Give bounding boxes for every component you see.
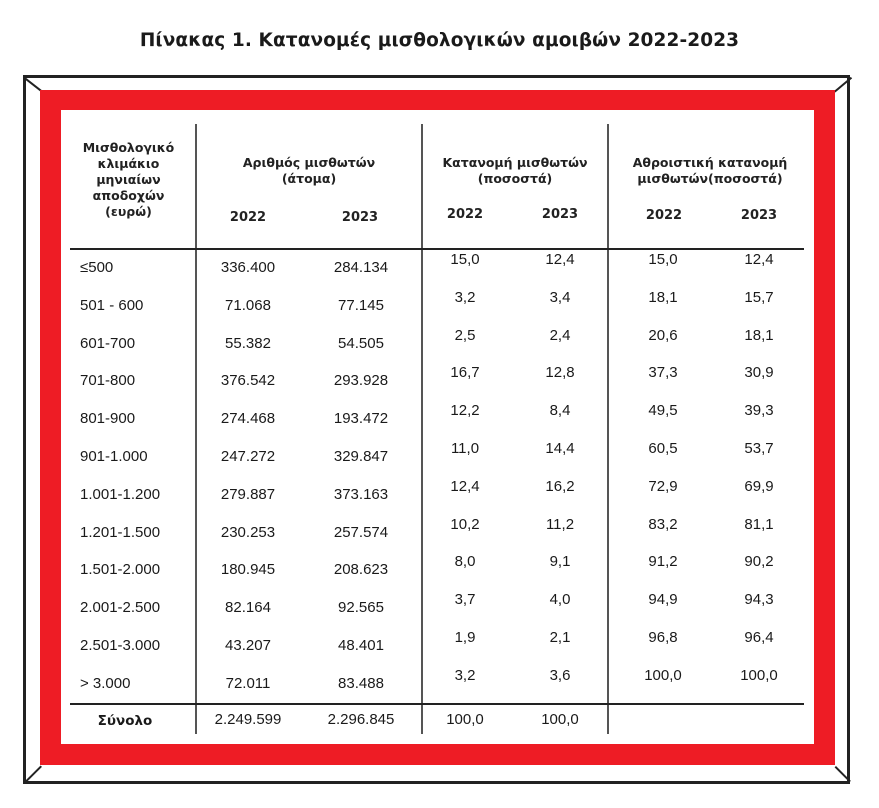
year-header-distribution-2023: 2023 — [541, 207, 579, 222]
cell-cum-2023: 96,4 — [744, 629, 774, 646]
header-divider — [70, 248, 804, 250]
cell-cum-2023: 15,7 — [744, 288, 774, 306]
cell-emp-2022: 180.945 — [220, 561, 276, 579]
cell-dist-2023: 14,4 — [545, 440, 575, 457]
cell-bracket: 1.001-1.200 — [80, 485, 161, 503]
cell-emp-2022: 274.468 — [220, 410, 276, 428]
divider-vertical — [607, 124, 609, 734]
cell-cum-2023: 100,0 — [740, 666, 778, 684]
cell-bracket: 801-900 — [80, 410, 136, 428]
cell-cum-2023: 94,3 — [744, 591, 774, 609]
cell-emp-2023: 293.928 — [333, 372, 389, 390]
cell-cum-2022: 37,3 — [648, 364, 678, 382]
cell-emp-2022: 55.382 — [225, 334, 271, 352]
cell-emp-2022: 72.011 — [225, 674, 271, 692]
total-divider — [70, 703, 804, 705]
cell-dist-2023: 2,4 — [549, 326, 571, 344]
cell-dist-2022: 12,4 — [450, 477, 480, 495]
cell-dist-2023: 12,4 — [545, 251, 575, 268]
cell-cum-2022: 20,6 — [648, 326, 678, 344]
cell-dist-2023: 8,4 — [549, 402, 571, 420]
cell-bracket: > 3.000 — [80, 674, 131, 692]
cell-dist-2022: 10,2 — [450, 515, 480, 533]
cell-cum-2022: 83,2 — [648, 515, 678, 533]
cell-dist-2022: 3,2 — [454, 666, 476, 684]
cell-emp-2022: 247.272 — [220, 448, 276, 465]
header-employees-line: Αριθμός μισθωτών — [242, 155, 376, 170]
cell-dist-2023: 16,2 — [545, 477, 575, 495]
header-bracket-line: μηνιαίων — [96, 172, 161, 187]
cell-dist-2022: 16,7 — [450, 364, 480, 382]
header-cumulative-line: μισθωτών(ποσοστά) — [637, 171, 783, 186]
year-header-distribution-2022: 2022 — [446, 207, 484, 222]
cell-cum-2022: 91,2 — [648, 553, 678, 571]
cell-cum-2022: 18,1 — [648, 288, 678, 306]
header-employees-line: (άτομα) — [281, 171, 337, 186]
cell-emp-2022: 43.207 — [225, 637, 271, 654]
cell-cum-2023: 53,7 — [744, 440, 774, 457]
cell-emp-2023: 329.847 — [333, 448, 389, 465]
cell-cum-2022: 94,9 — [648, 591, 678, 609]
cell-dist-2022: 2,5 — [454, 326, 476, 344]
table-title: Πίνακας 1. Κατανομές μισθολογικών αμοιβών 2022-2023 — [139, 30, 740, 51]
cell-cum-2023: 39,3 — [744, 402, 774, 420]
cell-dist-2023: 4,0 — [549, 591, 571, 609]
header-employees — [200, 155, 418, 187]
cell-emp-2023: 54.505 — [338, 334, 384, 352]
cell-bracket: 901-1.000 — [80, 448, 148, 465]
cell-cum-2022: 60,5 — [648, 440, 678, 457]
cell-emp-2022: 376.542 — [220, 372, 276, 390]
year-header-cumulative-2022: 2022 — [645, 208, 683, 223]
cell-emp-2023: 284.134 — [333, 259, 389, 276]
cell-bracket: 701-800 — [80, 372, 136, 390]
cell-bracket: 2.001-2.500 — [80, 599, 161, 617]
total-dist-2022: 100,0 — [446, 711, 484, 728]
cell-dist-2023: 12,8 — [545, 364, 575, 382]
cell-bracket: 2.501-3.000 — [80, 637, 161, 654]
cell-bracket: 601-700 — [80, 334, 136, 352]
cell-dist-2022: 3,7 — [454, 591, 476, 609]
cell-bracket: 501 - 600 — [80, 296, 144, 314]
cell-cum-2022: 15,0 — [648, 251, 678, 268]
total-dist-2023: 100,0 — [541, 711, 579, 728]
cell-cum-2022: 72,9 — [648, 477, 678, 495]
year-header-cumulative-2023: 2023 — [740, 208, 778, 223]
total-label: Σύνολο — [97, 713, 153, 729]
cell-emp-2023: 208.623 — [333, 561, 389, 579]
cell-dist-2023: 9,1 — [549, 553, 571, 571]
cell-bracket: 1.201-1.500 — [80, 523, 161, 541]
header-distribution — [424, 155, 606, 187]
header-cumulative — [610, 155, 810, 187]
cell-emp-2022: 230.253 — [220, 523, 276, 541]
cell-emp-2022: 71.068 — [225, 296, 271, 314]
cell-emp-2023: 77.145 — [338, 296, 384, 314]
header-bracket-line: (ευρώ) — [105, 204, 152, 219]
cell-cum-2023: 30,9 — [744, 364, 774, 382]
divider-vertical — [195, 124, 197, 734]
cell-cum-2022: 100,0 — [644, 666, 682, 684]
header-distribution-line: Κατανομή μισθωτών — [442, 155, 588, 170]
cell-emp-2023: 92.565 — [338, 599, 384, 617]
cell-cum-2023: 12,4 — [744, 251, 774, 268]
cell-cum-2023: 18,1 — [744, 326, 774, 344]
cell-dist-2023: 2,1 — [549, 629, 571, 646]
cell-emp-2023: 48.401 — [338, 637, 384, 654]
cell-dist-2022: 12,2 — [450, 402, 480, 420]
cell-emp-2023: 373.163 — [333, 485, 389, 503]
header-distribution-line: (ποσοστά) — [477, 171, 553, 186]
header-cumulative-line: Αθροιστική κατανομή — [632, 155, 788, 170]
cell-bracket: ≤500 — [80, 259, 114, 276]
cell-dist-2023: 3,4 — [549, 288, 571, 306]
cell-dist-2022: 11,0 — [450, 440, 480, 457]
cell-cum-2023: 90,2 — [744, 553, 774, 571]
cell-cum-2022: 96,8 — [648, 629, 678, 646]
cell-cum-2023: 81,1 — [744, 515, 774, 533]
header-bracket-line: κλιμάκιο — [97, 156, 160, 171]
cell-dist-2022: 3,2 — [454, 288, 476, 306]
year-header-employees-2023: 2023 — [341, 210, 379, 225]
cell-dist-2023: 3,6 — [549, 666, 571, 684]
total-emp-2023: 2.296.845 — [327, 711, 395, 728]
cell-cum-2022: 49,5 — [648, 402, 678, 420]
year-header-employees-2022: 2022 — [229, 210, 267, 225]
cell-bracket: 1.501-2.000 — [80, 561, 161, 579]
header-bracket-line: Μισθολογικό — [82, 140, 175, 155]
cell-emp-2022: 279.887 — [220, 485, 276, 503]
cell-dist-2022: 1,9 — [454, 629, 476, 646]
cell-cum-2023: 69,9 — [744, 477, 774, 495]
cell-emp-2022: 336.400 — [220, 259, 276, 276]
cell-emp-2023: 257.574 — [333, 523, 389, 541]
total-emp-2022: 2.249.599 — [214, 711, 282, 728]
cell-dist-2023: 11,2 — [545, 515, 575, 533]
cell-dist-2022: 15,0 — [450, 251, 480, 268]
header-bracket — [66, 140, 191, 220]
cell-emp-2023: 193.472 — [333, 410, 389, 428]
header-bracket-line: αποδοχών — [92, 188, 165, 203]
cell-dist-2022: 8,0 — [454, 553, 476, 571]
cell-emp-2023: 83.488 — [338, 674, 384, 692]
cell-emp-2022: 82.164 — [225, 599, 271, 617]
